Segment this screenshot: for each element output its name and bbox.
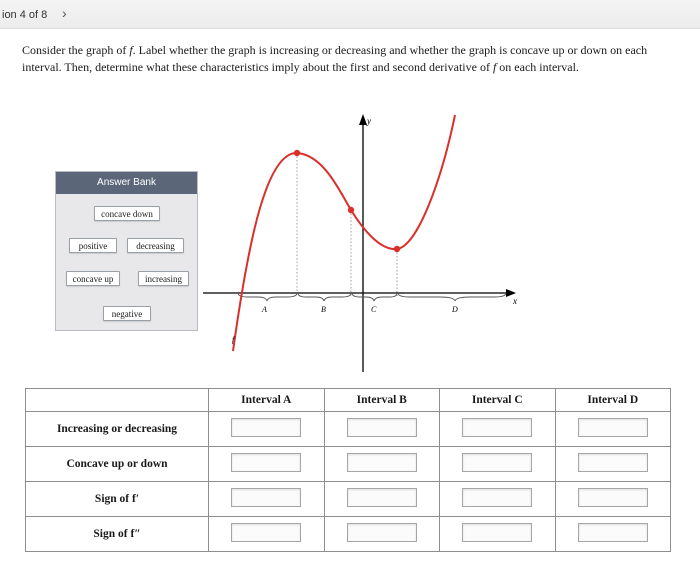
table-header-row — [26, 389, 671, 412]
interval-label-c: C — [371, 305, 377, 314]
interval-label-d: D — [452, 305, 458, 314]
chip-increasing[interactable]: increasing — [138, 271, 189, 286]
answer-table — [25, 388, 671, 552]
row-label-sign-first: Sign of f′ — [26, 482, 209, 517]
drop-target-c2[interactable] — [462, 453, 532, 472]
drop-target-d1[interactable] — [578, 418, 648, 437]
drop-target-a2[interactable] — [231, 453, 301, 472]
curve-label: f — [232, 335, 235, 344]
chip-concave-up[interactable]: concave up — [66, 271, 120, 286]
row-label-concave: Concave up or down — [26, 447, 209, 482]
interval-braces — [238, 293, 506, 301]
answer-bank-title: Answer Bank — [56, 172, 197, 194]
drop-target-d4[interactable] — [578, 523, 648, 542]
question-prompt: Consider the graph of f. Label whether the graph is increasing or decreasing and whether the graph is concave up or down on each interval. Then, determine what these characteristics imply about the first and second derivative of f on each interval. — [22, 43, 648, 74]
chip-positive[interactable]: positive — [69, 238, 117, 253]
header-interval-a: Interval A — [209, 389, 325, 412]
inflection-point — [348, 207, 354, 213]
drop-target-c4[interactable] — [462, 523, 532, 542]
x-axis-label: x — [513, 296, 517, 306]
chip-negative[interactable]: negative — [103, 306, 151, 321]
question-counter: ion 4 of 8 — [2, 9, 48, 21]
drop-target-c1[interactable] — [462, 418, 532, 437]
drop-target-d2[interactable] — [578, 453, 648, 472]
chevron-right-icon[interactable]: › — [62, 5, 67, 21]
header-interval-b: Interval B — [324, 389, 440, 412]
y-axis-label: y — [367, 116, 371, 126]
row-label-sign-second: Sign of f″ — [26, 517, 209, 552]
table-row — [26, 447, 671, 482]
row-label-increasing: Increasing or decreasing — [26, 412, 209, 447]
local-min-point — [394, 246, 400, 252]
drop-target-b2[interactable] — [347, 453, 417, 472]
interval-label-b: B — [321, 305, 326, 314]
drop-target-b4[interactable] — [347, 523, 417, 542]
drop-target-a1[interactable] — [231, 418, 301, 437]
interval-label-a: A — [262, 305, 267, 314]
drop-target-d3[interactable] — [578, 488, 648, 507]
interval-guide-lines — [297, 153, 397, 296]
function-curve — [233, 115, 455, 351]
drop-target-a4[interactable] — [231, 523, 301, 542]
table-row — [26, 412, 671, 447]
y-axis-arrow-icon — [359, 114, 367, 125]
table-row — [26, 517, 671, 552]
chip-concave-down[interactable]: concave down — [94, 206, 160, 221]
drop-target-b3[interactable] — [347, 488, 417, 507]
drop-target-b1[interactable] — [347, 418, 417, 437]
header-interval-c: Interval C — [440, 389, 556, 412]
table-row — [26, 482, 671, 517]
drop-target-a3[interactable] — [231, 488, 301, 507]
table-corner — [26, 389, 209, 412]
chip-decreasing[interactable]: decreasing — [127, 238, 184, 253]
drop-target-c3[interactable] — [462, 488, 532, 507]
local-max-point — [294, 150, 300, 156]
header-interval-d: Interval D — [555, 389, 671, 412]
